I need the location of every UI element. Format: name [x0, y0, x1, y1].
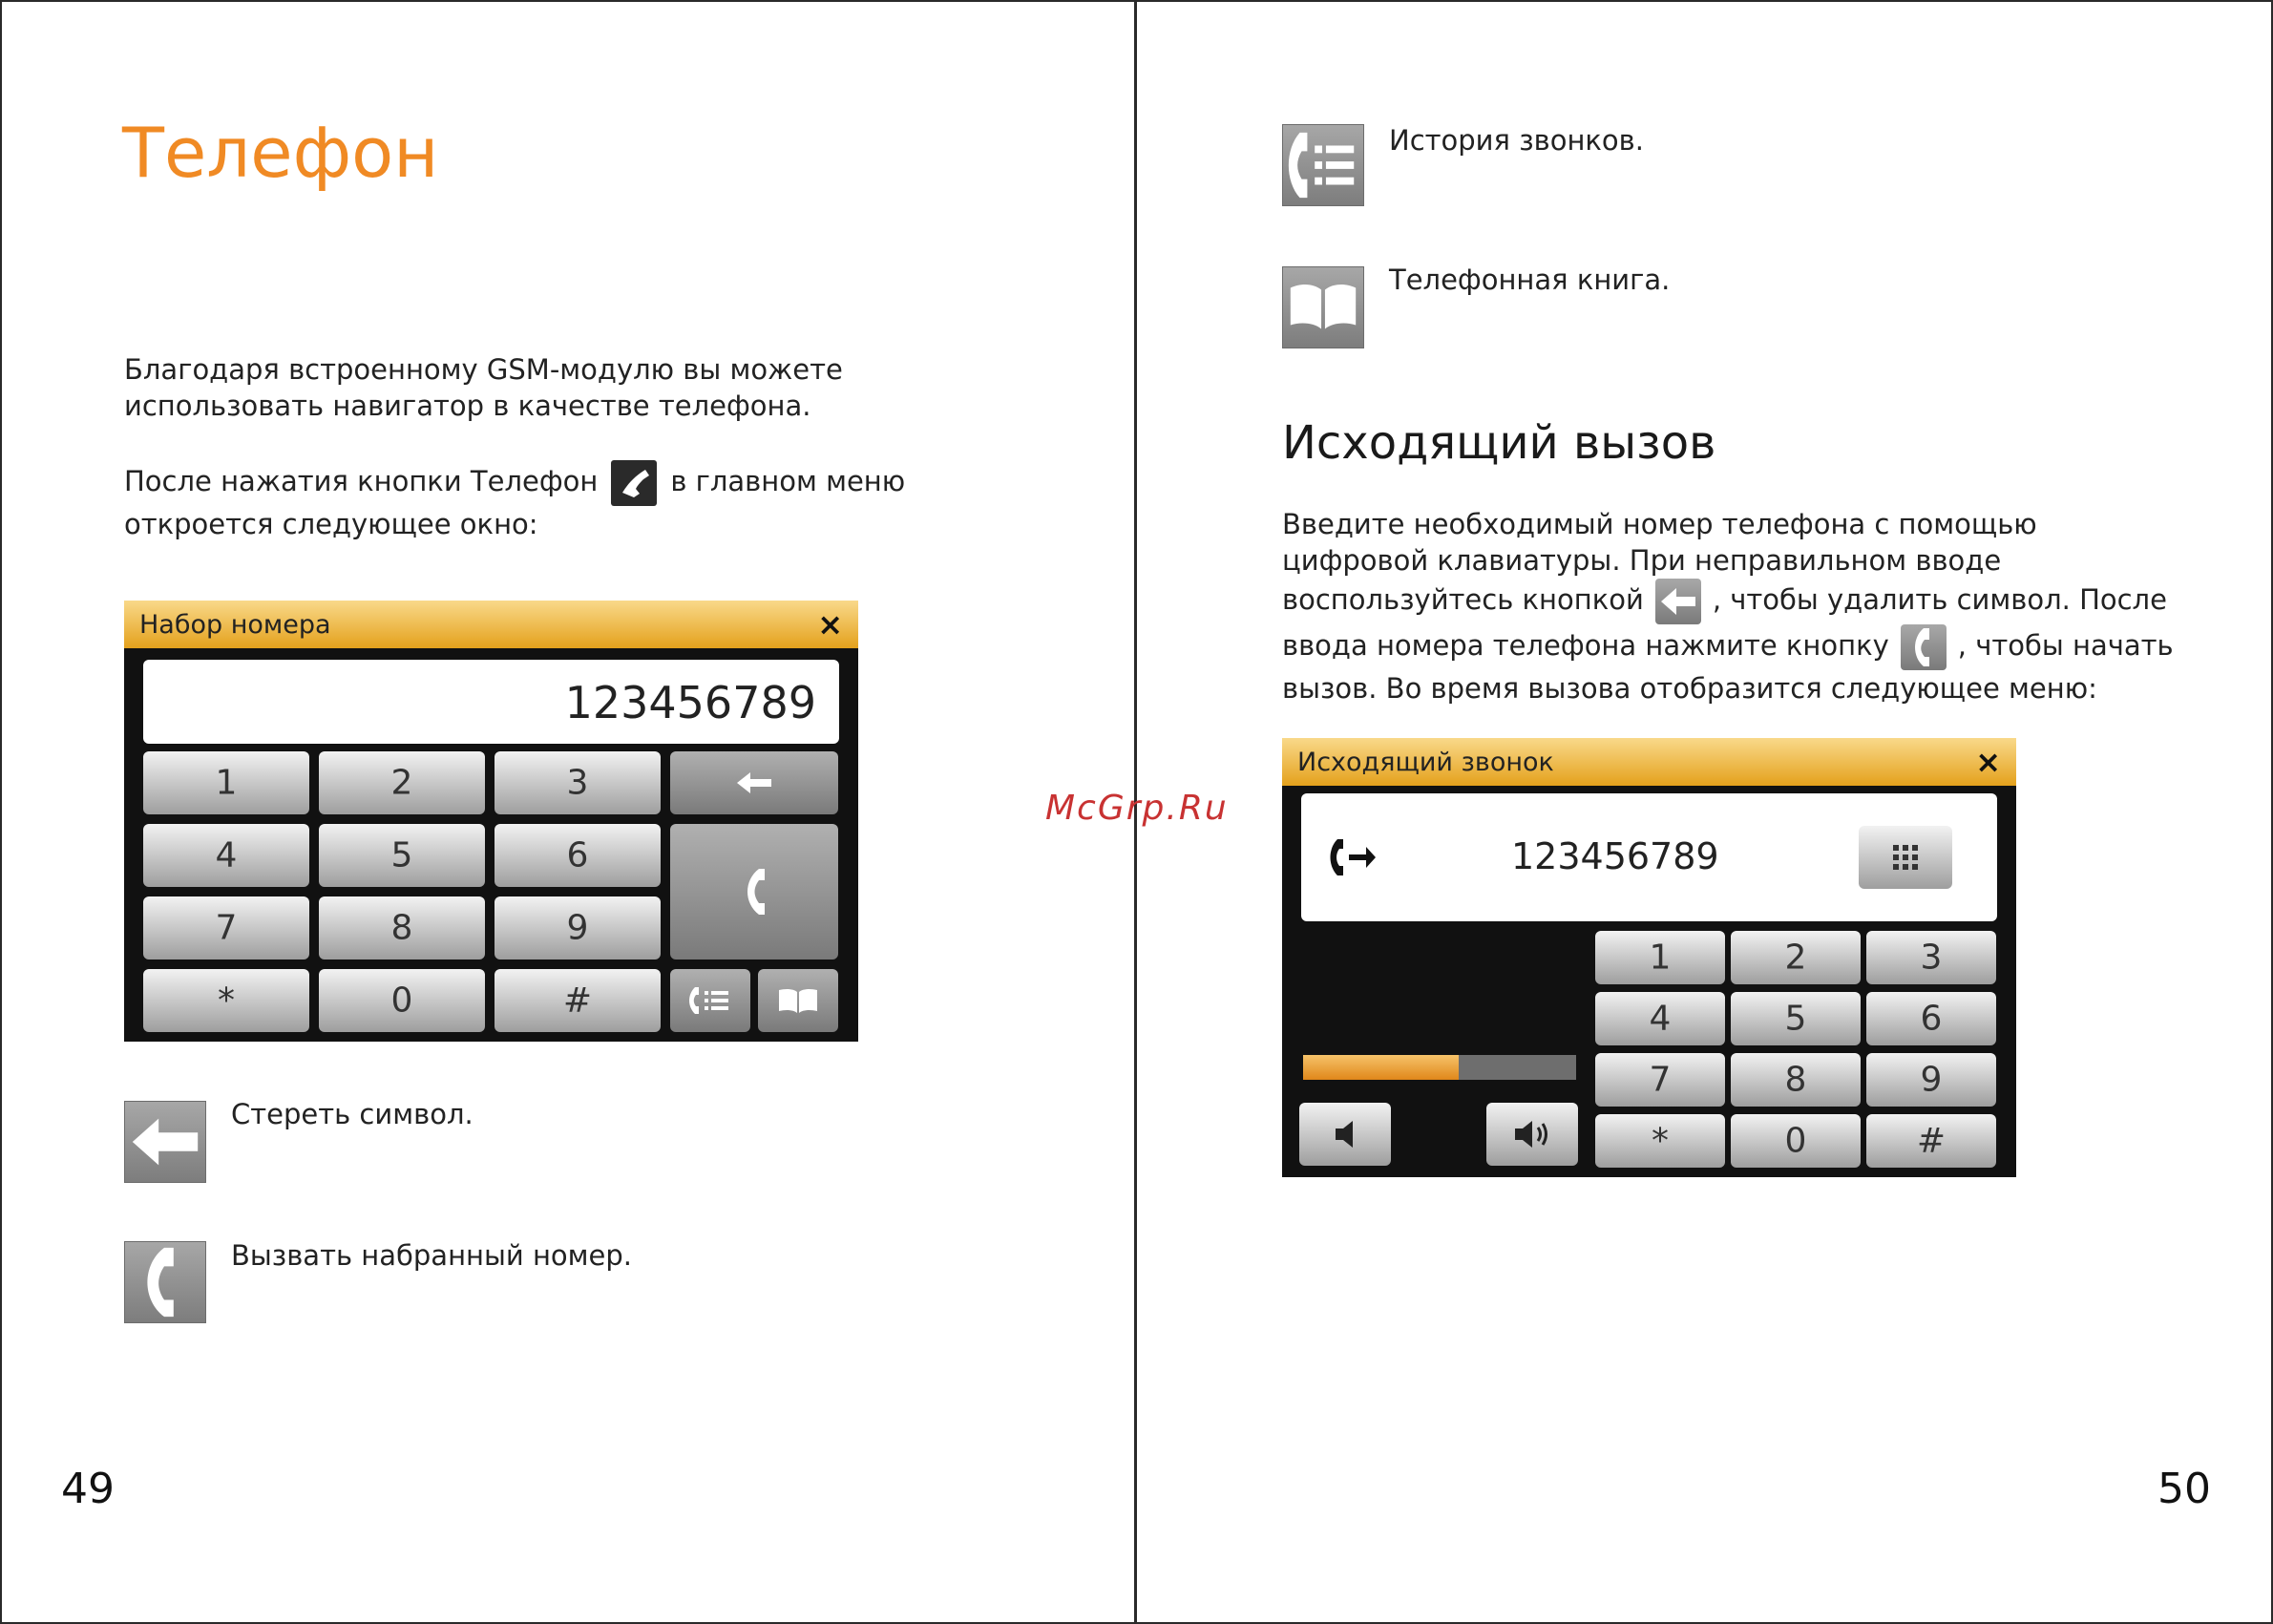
arrow-left-icon [733, 769, 775, 797]
key-1[interactable]: 1 [1595, 931, 1725, 984]
volume-fill [1303, 1055, 1459, 1080]
call-history-icon [685, 983, 735, 1018]
dialer-title: Набор номера [139, 610, 331, 640]
instr-line-2: цифровой клавиатуры. При неправильном вводе [1282, 544, 2002, 577]
outgoing-call-icon [1328, 835, 1378, 879]
dialer-window [124, 601, 858, 1042]
press-line-1: После нажатия кнопки Телефон в главном меню [124, 460, 905, 506]
key-5[interactable]: 5 [319, 824, 485, 887]
outgoing-call-window [1282, 738, 2016, 1177]
key-7[interactable]: 7 [1595, 1053, 1725, 1107]
key-0[interactable]: 0 [1731, 1114, 1861, 1168]
key-1[interactable]: 1 [143, 751, 309, 814]
call-number: 123456789 [1511, 835, 1719, 877]
press-text [124, 460, 905, 542]
key-2[interactable]: 2 [319, 751, 485, 814]
arrow-left-icon [1655, 579, 1701, 624]
key-4[interactable]: 4 [143, 824, 309, 887]
page-number-right: 50 [2157, 1465, 2211, 1513]
key-hash[interactable]: # [1866, 1114, 1996, 1168]
call-button[interactable] [670, 824, 838, 960]
speaker-high-icon [1511, 1118, 1553, 1150]
call-history-icon [1282, 124, 1364, 206]
number-display: 123456789 [143, 660, 839, 744]
instr-line-4: ввода номера телефона нажмите кнопку , чтобы начать [1282, 624, 2174, 670]
volume-up-button[interactable] [1486, 1103, 1578, 1166]
book-icon [775, 986, 821, 1015]
key-star[interactable]: * [143, 969, 309, 1032]
call-title-bar [1282, 738, 2016, 786]
intro-line-1: Благодаря встроенному GSM-модулю вы можете [124, 353, 843, 386]
erase-icon [124, 1101, 206, 1183]
key-8[interactable]: 8 [319, 896, 485, 960]
press-line-2: откроется следующее окно: [124, 508, 538, 540]
key-0[interactable]: 0 [319, 969, 485, 1032]
key-4[interactable]: 4 [1595, 992, 1725, 1045]
call-icon [124, 1241, 206, 1323]
history-description: История звонков. [1389, 124, 1644, 157]
intro-text [124, 351, 843, 424]
keypad-icon [1891, 843, 1920, 872]
key-6[interactable]: 6 [495, 824, 661, 887]
section-heading: Исходящий вызов [1282, 416, 1716, 470]
close-icon[interactable]: × [817, 606, 843, 643]
volume-down-button[interactable] [1299, 1103, 1391, 1166]
key-star[interactable]: * [1595, 1114, 1725, 1168]
handset-icon [740, 865, 768, 918]
handset-icon [1901, 624, 1947, 670]
key-5[interactable]: 5 [1731, 992, 1861, 1045]
call-description: Вызвать набранный номер. [231, 1239, 633, 1272]
key-8[interactable]: 8 [1731, 1053, 1861, 1107]
call-history-button[interactable] [670, 969, 750, 1032]
dialer-title-bar [124, 601, 858, 648]
phonebook-icon [1282, 266, 1364, 348]
backspace-button[interactable] [670, 751, 838, 814]
key-2[interactable]: 2 [1731, 931, 1861, 984]
close-icon[interactable]: × [1975, 744, 2001, 780]
phone-icon [611, 460, 657, 506]
call-title: Исходящий звонок [1297, 748, 1554, 777]
call-info-panel [1301, 793, 1997, 921]
key-3[interactable]: 3 [495, 751, 661, 814]
instr-line-3: воспользуйтесь кнопкой , чтобы удалить символ. После [1282, 579, 2174, 624]
outgoing-instructions [1282, 506, 2174, 707]
key-3[interactable]: 3 [1866, 931, 1996, 984]
keypad-toggle-button[interactable] [1859, 826, 1952, 889]
speaker-low-icon [1332, 1118, 1358, 1150]
instr-line-1: Введите необходимый номер телефона с помощью [1282, 508, 2037, 540]
watermark: McGrp.Ru [1045, 789, 1229, 828]
intro-line-2: использовать навигатор в качестве телефона. [124, 390, 811, 422]
book-description: Телефонная книга. [1389, 264, 1671, 296]
key-9[interactable]: 9 [495, 896, 661, 960]
phonebook-button[interactable] [758, 969, 838, 1032]
page-title: Телефон [122, 113, 439, 193]
key-9[interactable]: 9 [1866, 1053, 1996, 1107]
instr-line-5: вызов. Во время вызова отобразится следующее меню: [1282, 672, 2097, 705]
volume-bar[interactable] [1303, 1055, 1576, 1080]
key-hash[interactable]: # [495, 969, 661, 1032]
erase-description: Стереть символ. [231, 1098, 474, 1130]
key-6[interactable]: 6 [1866, 992, 1996, 1045]
key-7[interactable]: 7 [143, 896, 309, 960]
page-number-left: 49 [61, 1465, 115, 1513]
